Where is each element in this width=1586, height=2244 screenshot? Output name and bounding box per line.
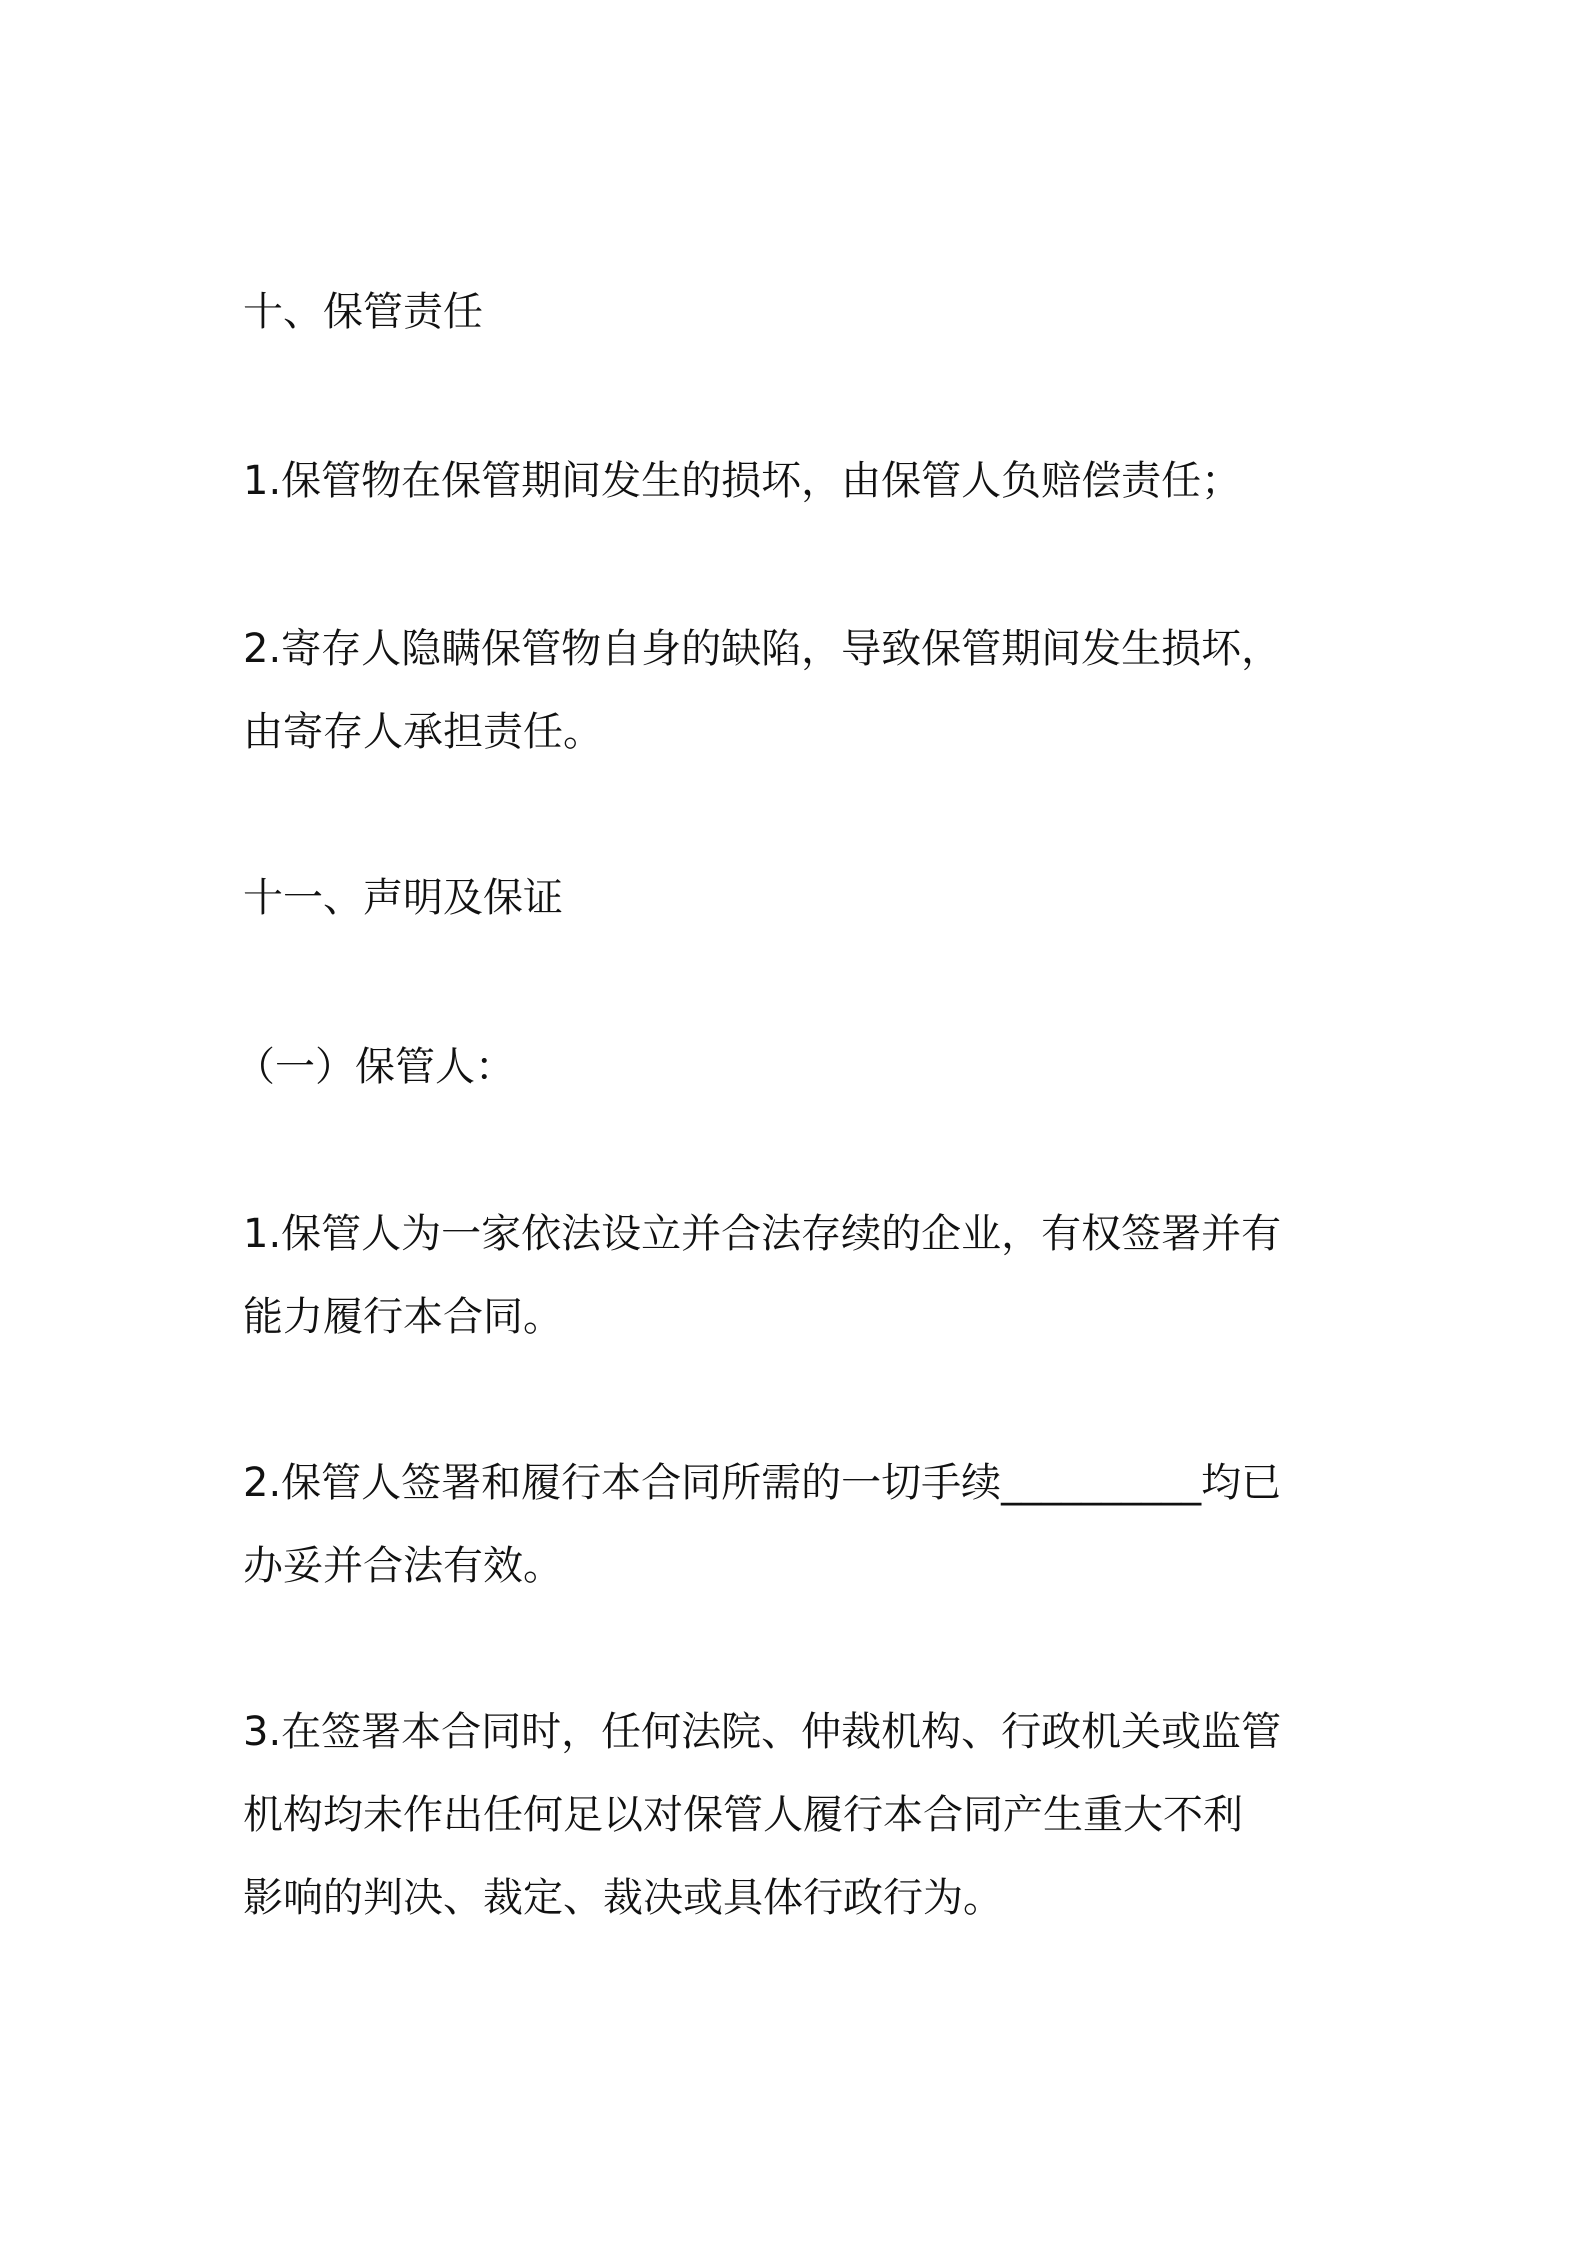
section-11-item-3-line-3: 影响的判决、裁定、裁决或具体行政行为。	[243, 1875, 1003, 1921]
section-11-item-1-line-1: 1.保管人为一家依法设立并合法存续的企业，有权签署并有	[243, 1211, 1282, 1257]
section-10-item-1: 1.保管物在保管期间发生的损坏，由保管人负赔偿责任；	[243, 458, 1242, 504]
section-11-heading: 十一、声明及保证	[243, 875, 563, 921]
section-11-item-3-line-2: 机构均未作出任何足以对保管人履行本合同产生重大不利	[243, 1792, 1243, 1838]
section-11-item-1-line-2: 能力履行本合同。	[243, 1294, 563, 1340]
section-10-item-2-line-2: 由寄存人承担责任。	[243, 709, 603, 755]
section-10-item-2-line-1: 2.寄存人隐瞒保管物自身的缺陷，导致保管期间发生损坏，	[243, 626, 1282, 672]
section-11-item-2-line-1: 2.保管人签署和履行本合同所需的一切手续__________均已	[243, 1460, 1282, 1506]
section-10-heading: 十、保管责任	[243, 289, 483, 335]
section-11-item-3-line-1: 3.在签署本合同时，任何法院、仲裁机构、行政机关或监管	[243, 1709, 1282, 1755]
section-11-item-2-line-2: 办妥并合法有效。	[243, 1543, 563, 1589]
section-11-subheading: （一）保管人：	[235, 1044, 515, 1090]
